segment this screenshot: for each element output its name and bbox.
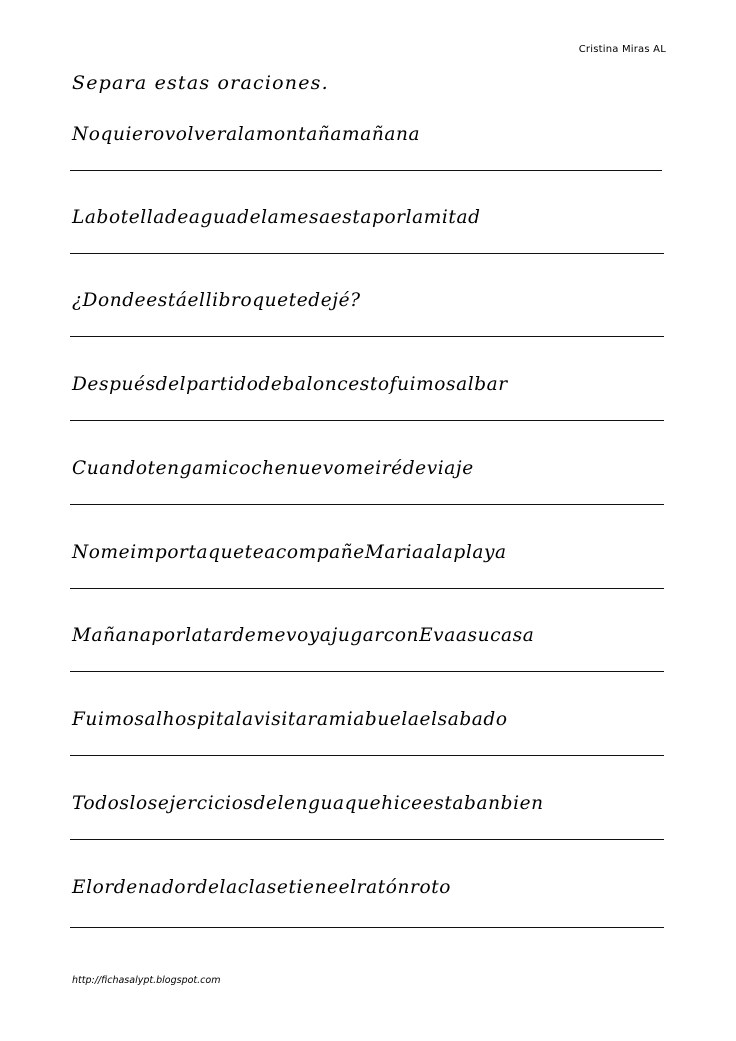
answer-line[interactable] [70, 755, 664, 756]
answer-line[interactable] [70, 170, 662, 171]
exercise-row [0, 709, 736, 789]
joined-sentence: Elordenadordelaclasetieneelratónroto [72, 877, 451, 898]
exercise-row [0, 625, 736, 705]
author-credit: Cristina Miras AL [578, 44, 666, 55]
exercise-row [0, 877, 736, 957]
joined-sentence: ¿Dondeestáellibroquetedejé? [72, 290, 361, 311]
exercise-row [0, 207, 736, 287]
joined-sentence: Fuimosalhospitalavisitaramiabuelaelsabado [72, 709, 508, 730]
joined-sentence: MañanaporlatardemevoyajugarconEvaasucasa [72, 625, 535, 646]
joined-sentence: Cuandotengamicochenuevomeirédeviaje [72, 458, 474, 479]
joined-sentence: Noquierovolveralamontañamañana [72, 124, 421, 145]
answer-line[interactable] [70, 336, 664, 337]
answer-line[interactable] [70, 839, 664, 840]
exercise-row [0, 124, 736, 204]
joined-sentence: Todoslosejerciciosdelenguaquehiceestabanbien [72, 793, 544, 814]
answer-line[interactable] [70, 671, 664, 672]
answer-line[interactable] [70, 927, 664, 928]
exercise-row [0, 374, 736, 454]
joined-sentence: Despuésdelpartidodebaloncestofuimosalbar [72, 374, 508, 395]
exercise-row [0, 290, 736, 370]
joined-sentence: NomeimportaqueteacompañeMariaalaplaya [72, 542, 507, 563]
instruction-heading: Separa estas oraciones. [72, 72, 329, 94]
exercise-row [0, 542, 736, 622]
exercise-row [0, 793, 736, 873]
answer-line[interactable] [70, 420, 664, 421]
joined-sentence: Labotelladeaguadelamesaestaporlamitad [72, 207, 481, 228]
exercise-row [0, 458, 736, 538]
answer-line[interactable] [70, 253, 664, 254]
answer-line[interactable] [70, 504, 664, 505]
footer-url: http://fichasalypt.blogspot.com [72, 975, 221, 986]
answer-line[interactable] [70, 588, 664, 589]
